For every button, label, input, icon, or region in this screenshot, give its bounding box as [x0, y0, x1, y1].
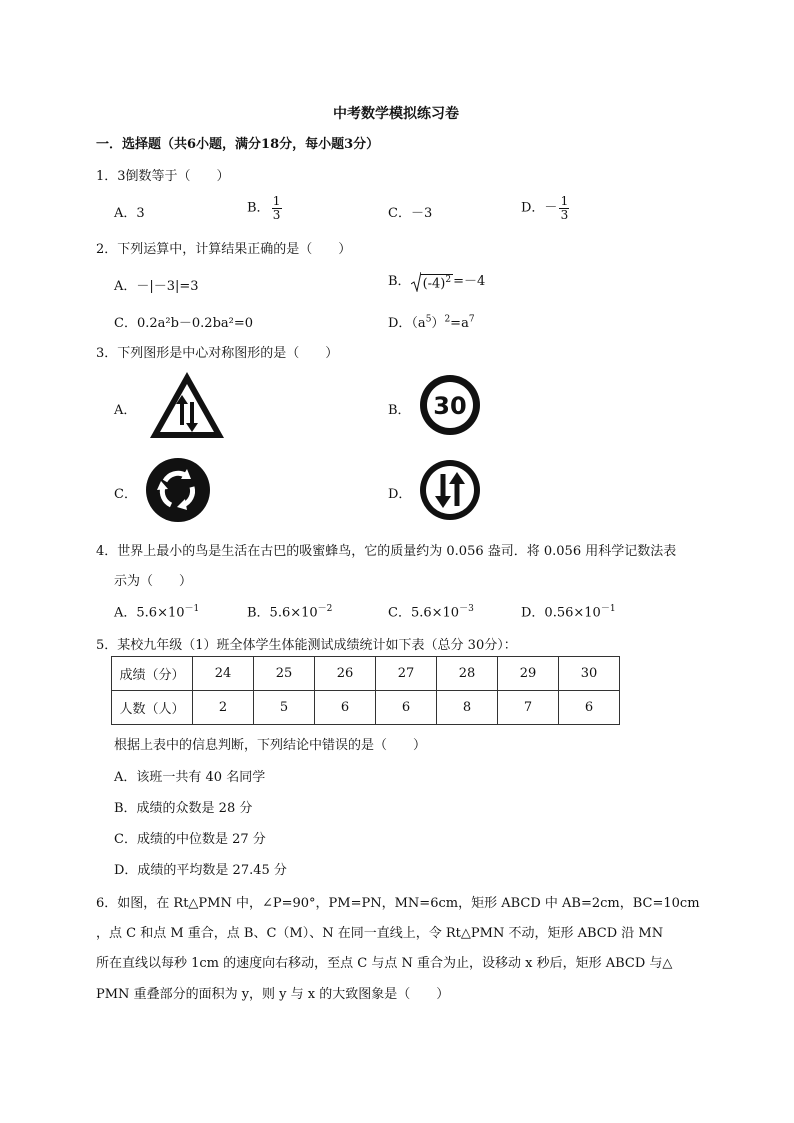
table-cell: 2 [193, 691, 254, 725]
sqrt-radicand: (-4) [422, 276, 446, 292]
q2-option-d-part: D．（a [388, 316, 426, 331]
q1-stem: 1．3倒数等于（ ） [96, 169, 230, 184]
table-cell: 27 [376, 657, 437, 691]
fraction-numerator: 1 [272, 194, 281, 208]
q4-stem-line1: 4．世界上最小的鸟是生活在古巴的吸蜜蜂鸟，它的质量约为 0.056 盎司．将 0.056 用科学记数法表 [96, 544, 677, 559]
q2-option-c[interactable]: C．0.2a²b－0.2ba²=0 [114, 316, 254, 331]
two-way-traffic-sign-icon [418, 458, 482, 522]
speed-limit-text: 30 [433, 392, 467, 420]
table-cell: 8 [437, 691, 498, 725]
q3-stem: 3．下列图形是中心对称图形的是（ ） [96, 346, 339, 361]
q2-option-a[interactable]: A．－|－3|=3 [114, 279, 199, 294]
q6-line4: PMN 重叠部分的面积为 y，则 y 与 x 的大致图象是（ ） [96, 987, 450, 1002]
option-text: C．5.6×10 [388, 605, 460, 621]
exponent: 2 [444, 314, 451, 325]
q3-option-a-label[interactable]: A． [114, 403, 137, 418]
q1-option-c[interactable]: C．－3 [388, 206, 433, 221]
table-cell: 28 [437, 657, 498, 691]
exponent: 5 [425, 314, 432, 325]
q5-option-d[interactable]: D．成绩的平均数是 27.45 分 [114, 863, 287, 878]
roundabout-sign-icon [145, 457, 211, 523]
table-cell: 29 [498, 657, 559, 691]
warning-triangle-sign-icon [148, 370, 226, 440]
q2-option-d-part: ） [431, 316, 445, 331]
sqrt-icon [411, 272, 421, 292]
q5-option-b[interactable]: B．成绩的众数是 28 分 [114, 801, 253, 816]
q3-option-b-label[interactable]: B． [388, 403, 411, 418]
exponent: －1 [184, 604, 200, 614]
table-header-cell: 成绩（分） [112, 657, 193, 691]
q3-option-d-label[interactable]: D． [388, 487, 412, 502]
table-cell: 6 [315, 691, 376, 725]
exponent: 2 [445, 275, 452, 286]
q5-stem: 5．某校九年级（1）班全体学生体能测试成绩统计如下表（总分 30分）： [96, 638, 517, 653]
table-row [112, 657, 620, 691]
q5-option-c[interactable]: C．成绩的中位数是 27 分 [114, 832, 266, 847]
q6-line1: 6．如图，在 Rt△PMN 中，∠P=90°，PM=PN，MN=6cm，矩形 ABCD 中 AB=2cm，BC=10cm [96, 896, 700, 911]
q1-option-b-label: B． [247, 200, 270, 216]
table-cell: 7 [498, 691, 559, 725]
table-row [112, 691, 620, 725]
q4-option-d[interactable] [521, 601, 616, 620]
q2-option-d[interactable] [388, 312, 475, 331]
table-cell: 6 [376, 691, 437, 725]
q2-option-b[interactable] [388, 270, 485, 292]
exponent: －2 [317, 604, 333, 614]
q3-option-c-label[interactable]: C． [114, 487, 137, 502]
table-cell: 24 [193, 657, 254, 691]
score-table [111, 656, 620, 725]
q1-option-b[interactable] [247, 195, 282, 221]
q5-question: 根据上表中的信息判断，下列结论中错误的是（ ） [114, 738, 427, 753]
q6-line2: ，点 C 和点 M 重合，点 B、C（M）、N 在同一直线上，令 Rt△PMN 不动，矩形 ABCD 沿 MN [96, 926, 664, 941]
q1-option-b-fraction [272, 195, 282, 221]
q2-option-d-part: =a [450, 316, 469, 331]
q2-option-b-result: =－4 [453, 274, 486, 289]
q4-option-b[interactable] [247, 601, 332, 620]
q6-line3: 所在直线以每秒 1cm 的速度向右移动，至点 C 与点 N 重合为止，设移动 x 秒后，矩形 ABCD 与△ [96, 956, 673, 971]
section-header: 一．选择题（共6小题，满分18分，每小题3分） [96, 137, 380, 152]
q5-option-a[interactable]: A．该班一共有 40 名同学 [114, 770, 266, 785]
q1-option-d-label: D．－ [521, 200, 558, 216]
exponent: 7 [468, 314, 475, 325]
option-text: D．0.56×10 [521, 605, 601, 621]
sqrt-expression [411, 272, 454, 292]
q1-option-a[interactable]: A．3 [114, 206, 145, 221]
table-cell: 6 [559, 691, 620, 725]
page-title: 中考数学模拟练习卷 [333, 106, 459, 122]
q1-option-d[interactable] [521, 195, 569, 221]
speed-limit-sign-icon [418, 373, 482, 437]
option-text: A．5.6×10 [114, 605, 185, 621]
table-cell: 26 [315, 657, 376, 691]
q4-option-c[interactable] [388, 601, 474, 620]
fraction-denominator: 3 [560, 207, 569, 222]
option-text: B．5.6×10 [247, 605, 318, 621]
q2-stem: 2．下列运算中，计算结果正确的是（ ） [96, 242, 352, 257]
q4-option-a[interactable] [114, 601, 199, 620]
q1-option-d-fraction [559, 195, 569, 221]
table-cell: 30 [559, 657, 620, 691]
q4-stem-line2: 示为（ ） [114, 574, 193, 589]
exponent: －3 [459, 604, 474, 614]
table-cell: 25 [254, 657, 315, 691]
table-cell: 5 [254, 691, 315, 725]
table-header-cell: 人数（人） [112, 691, 193, 725]
fraction-denominator: 3 [272, 207, 281, 222]
q2-option-b-label: B． [388, 274, 411, 289]
exponent: －1 [600, 604, 616, 614]
fraction-numerator: 1 [560, 194, 569, 208]
